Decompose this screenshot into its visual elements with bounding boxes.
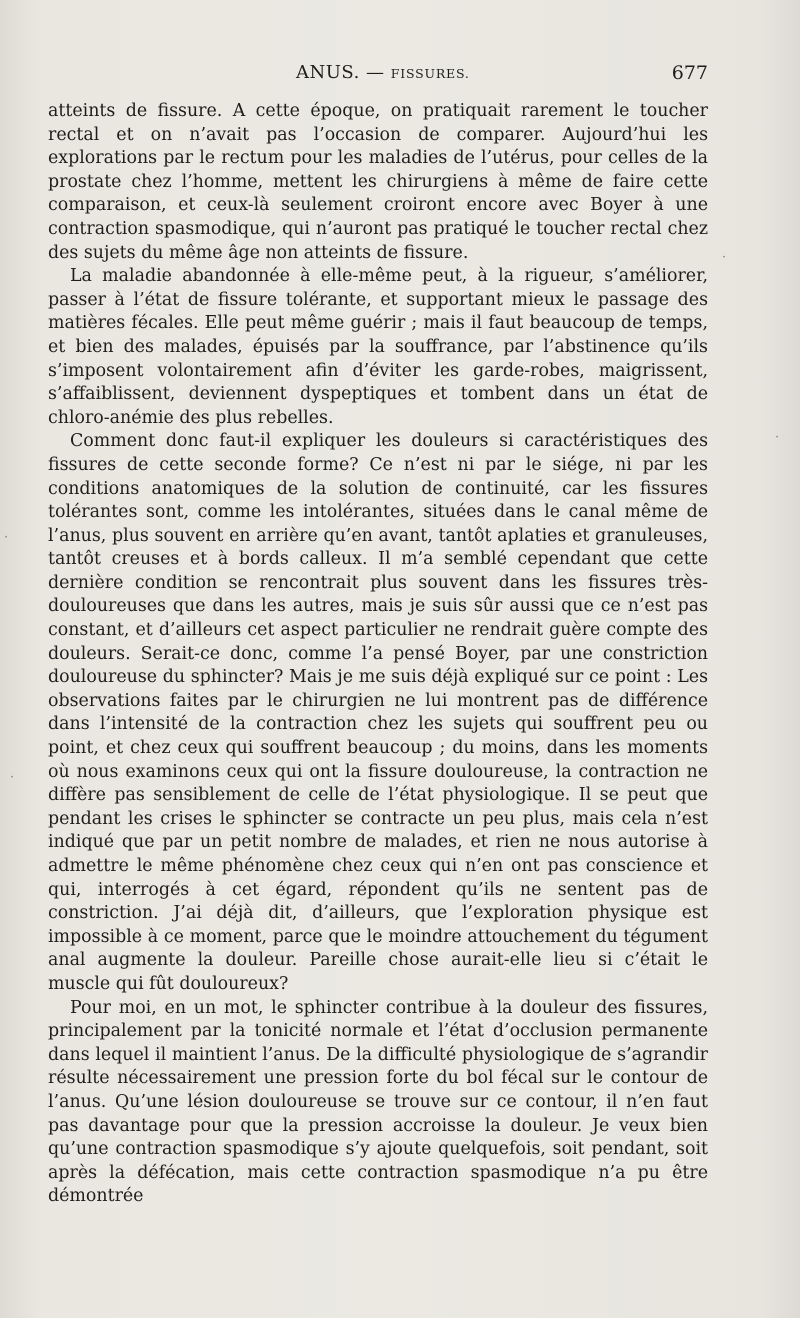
paragraph: Pour moi, en un mot, le sphincter contribue à la douleur des fissures, principalement par la tonicité normale et l’état d’occlusion permanente dans lequel il maintient l’anus. De la difficulté physiologique de s’agrandir résulte nécessairement une pression forte du bol fécal sur le contour de l’anus. Qu’une lésion douloureuse se trouve sur ce contour, il n’en faut pas davantage pour que la pression accroisse la douleur. Je veux bien qu’une contraction spasmodique s’y ajoute quelquefois, soit pendant, soit après la défécation, mais cette contraction spasmodique n’a pu être démontrée	[48, 997, 708, 1207]
paragraph-continuation: atteints de fissure. A cette époque, on pratiquait rarement le toucher rectal et on n’avait pas l’occasion de comparer. Aujourd’hui les explorations par le rectum pour les maladies de l’utérus, pour celles de la prostate chez l’homme, mettent les chirurgiens à même de faire cette comparaison, et ceux-là seulement croiront encore avec Boyer à une contraction spasmodique, qui n’auront pas pratiqué le toucher rectal chez des sujets du même âge non atteints de fissure.	[48, 101, 708, 263]
margin-smudge: ·	[10, 770, 15, 785]
running-head	[296, 62, 470, 83]
body-text	[48, 100, 708, 1209]
page-number: 677	[671, 62, 708, 84]
margin-smudge: ·	[722, 250, 727, 265]
running-head-title: ANUS. —	[296, 62, 391, 83]
paragraph: La maladie abandonnée à elle-même peut, à la rigueur, s’améliorer, passer à l’état de fissure tolérante, et supportant mieux le passage des matières fécales. Elle peut même guérir ; mais il faut beaucoup de temps, et bien des malades, épuisés par la souffrance, par l’abstinence qu’ils s’imposent volontairement afin d’éviter les garde-robes, maigrissent, s’affaiblissent, deviennent dyspeptiques et tombent dans un état de chloro-anémie des plus rebelles.	[48, 266, 708, 428]
page-header	[48, 60, 708, 90]
running-head-subtitle: FISSURES.	[390, 66, 470, 81]
paragraph: Comment donc faut-il expliquer les douleurs si caractéristiques des fissures de cette seconde forme? Ce n’est ni par le siége, ni par les conditions anatomiques de la solution de continuité, car les fissures tolérantes sont, comme les intolérantes, situées dans le canal même de l’anus, plus souvent en arrière qu’en avant, tantôt aplaties et granuleuses, tantôt creuses et à bords calleux. Il m’a semblé cependant que cette dernière condition se rencontrait plus souvent dans les fissures très-douloureuses que dans les autres, mais je suis sûr aussi que ce n’est pas constant, et d’ailleurs cet aspect particulier ne rendrait guère compte des douleurs. Serait-ce donc, comme l’a pensé Boyer, par une constriction douloureuse du sphincter? Mais je me suis déjà expliqué sur ce point : Les observations faites par le chirurgien ne lui montrent pas de différence dans l’intensité de la contraction chez les sujets qui souffrent peu ou point, et chez ceux qui souffrent beaucoup ; du moins, dans les moments où nous examinons ceux qui ont la fissure douloureuse, la contraction ne diffère pas sensiblement de celle de l’état physiologique. Il se peut que pendant les crises le sphincter se contracte un peu plus, mais cela n’est indiqué que par un petit nombre de malades, et rien ne nous autorise à admettre le même phénomène chez ceux qui n’en ont pas conscience et qui, interrogés à cet égard, répondent qu’ils ne sentent pas de constriction. J’ai déjà dit, d’ailleurs, que l’exploration physique est impossible à ce moment, parce que le moindre attouchement du tégument anal augmente la douleur. Pareille chose aurait-elle lieu si c’était le muscle qui fût douloureux?	[48, 431, 708, 994]
margin-smudge: ·	[4, 530, 9, 545]
margin-smudge: ·	[775, 430, 780, 445]
